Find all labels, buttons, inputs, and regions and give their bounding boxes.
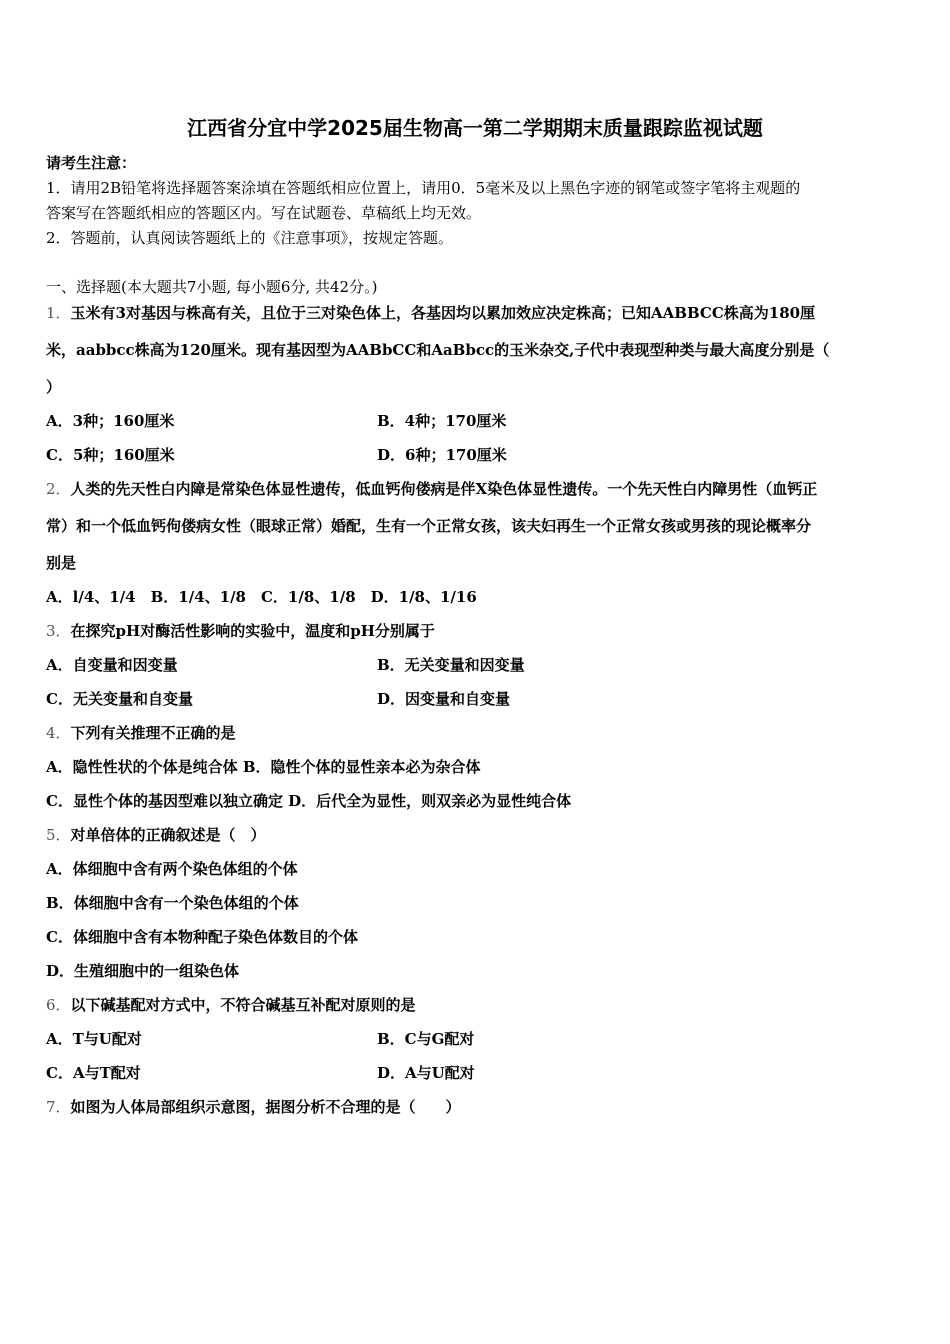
options-line[interactable]: C．显性个体的基因型难以独立确定 D．后代全为显性，则双亲必为显性纯合体 <box>46 792 572 810</box>
question-number: 1． <box>46 304 71 322</box>
option-b[interactable]: B．体细胞中含有一个染色体组的个体 <box>46 894 299 912</box>
question-number: 4． <box>46 724 71 742</box>
question-stem: 对单倍体的正确叙述是（ ） <box>70 826 266 844</box>
notice-heading: 请考生注意： <box>46 154 137 172</box>
question-stem-line: 米，aabbcc株高为120厘米。现有基因型为AABbCC和AaBbcc的玉米杂交,子代中表现型种类与最大高度分别是（ <box>46 341 830 359</box>
notice-item-2: 2．答题前，认真阅读答题纸上的《注意事项》，按规定答题。 <box>46 229 454 247</box>
option-d[interactable]: D．生殖细胞中的一组染色体 <box>46 962 240 980</box>
question-4 <box>46 722 236 743</box>
options-line[interactable]: A．l/4、1/4 B．1/4、1/8 C．1/8、1/8 D．1/8、1/16 <box>46 588 477 606</box>
option-a[interactable]: A．自变量和因变量 <box>46 656 178 674</box>
question-number: 3． <box>46 622 71 640</box>
question-3 <box>46 620 435 641</box>
question-5 <box>46 824 266 845</box>
question-stem-line: 常）和一个低血钙佝偻病女性（眼球正常）婚配，生有一个正常女孩，该夫妇再生一个正常女孩或男孩的现论概率分 <box>46 517 812 535</box>
option-c[interactable]: C．A与T配对 <box>46 1064 141 1082</box>
question-stem: 以下碱基配对方式中，不符合碱基互补配对原则的是 <box>70 996 416 1014</box>
notice-item-1-line-1: 1．请用2B铅笔将选择题答案涂填在答题纸相应位置上，请用0．5毫米及以上黑色字迹的钢笔或签字笔将主观题的 <box>46 179 801 197</box>
question-number: 2． <box>46 480 71 498</box>
question-2 <box>46 478 817 499</box>
option-b[interactable]: B．C与G配对 <box>377 1030 475 1048</box>
option-d[interactable]: D．A与U配对 <box>377 1064 475 1082</box>
option-a[interactable]: A．3种；160厘米 <box>46 412 175 430</box>
option-d[interactable]: D．6种；170厘米 <box>377 446 507 464</box>
notice-item-1-line-2: 答案写在答题纸相应的答题区内。写在试题卷、草稿纸上均无效。 <box>46 204 482 222</box>
option-d[interactable]: D．因变量和自变量 <box>377 690 511 708</box>
option-b[interactable]: B．无关变量和因变量 <box>377 656 525 674</box>
question-7 <box>46 1096 461 1117</box>
question-stem: 下列有关推理不正确的是 <box>70 724 236 742</box>
option-a[interactable]: A．体细胞中含有两个染色体组的个体 <box>46 860 298 878</box>
question-stem-line: 人类的先天性白内障是常染色体显性遗传，低血钙佝偻病是伴X染色体显性遗传。一个先天性白内障男性（血钙正 <box>70 480 818 498</box>
question-number: 5． <box>46 826 71 844</box>
question-stem-line: ） <box>46 378 62 396</box>
options-line[interactable]: A．隐性性状的个体是纯合体 B．隐性个体的显性亲本必为杂合体 <box>46 758 481 776</box>
option-b[interactable]: B．4种；170厘米 <box>377 412 507 430</box>
option-c[interactable]: C．体细胞中含有本物种配子染色体数目的个体 <box>46 928 358 946</box>
question-number: 6． <box>46 996 71 1014</box>
option-a[interactable]: A．T与U配对 <box>46 1030 142 1048</box>
option-c[interactable]: C．无关变量和自变量 <box>46 690 193 708</box>
page-title: 江西省分宜中学2025届生物高一第二学期期末质量跟踪监视试题 <box>187 116 763 140</box>
question-stem: 如图为人体局部组织示意图，据图分析不合理的是（ ） <box>70 1098 461 1116</box>
section-heading: 一、选择题(本大题共7小题, 每小题6分, 共42分。) <box>46 278 378 296</box>
question-stem-line: 别是 <box>46 554 77 572</box>
question-1 <box>46 302 815 323</box>
question-stem: 在探究pH对酶活性影响的实验中，温度和pH分别属于 <box>70 622 435 640</box>
question-number: 7． <box>46 1098 71 1116</box>
question-6 <box>46 994 416 1015</box>
question-stem-line: 玉米有3对基因与株高有关，且位于三对染色体上，各基因均以累加效应决定株高；已知AABBCC株高为180厘 <box>70 304 816 322</box>
option-c[interactable]: C．5种；160厘米 <box>46 446 175 464</box>
